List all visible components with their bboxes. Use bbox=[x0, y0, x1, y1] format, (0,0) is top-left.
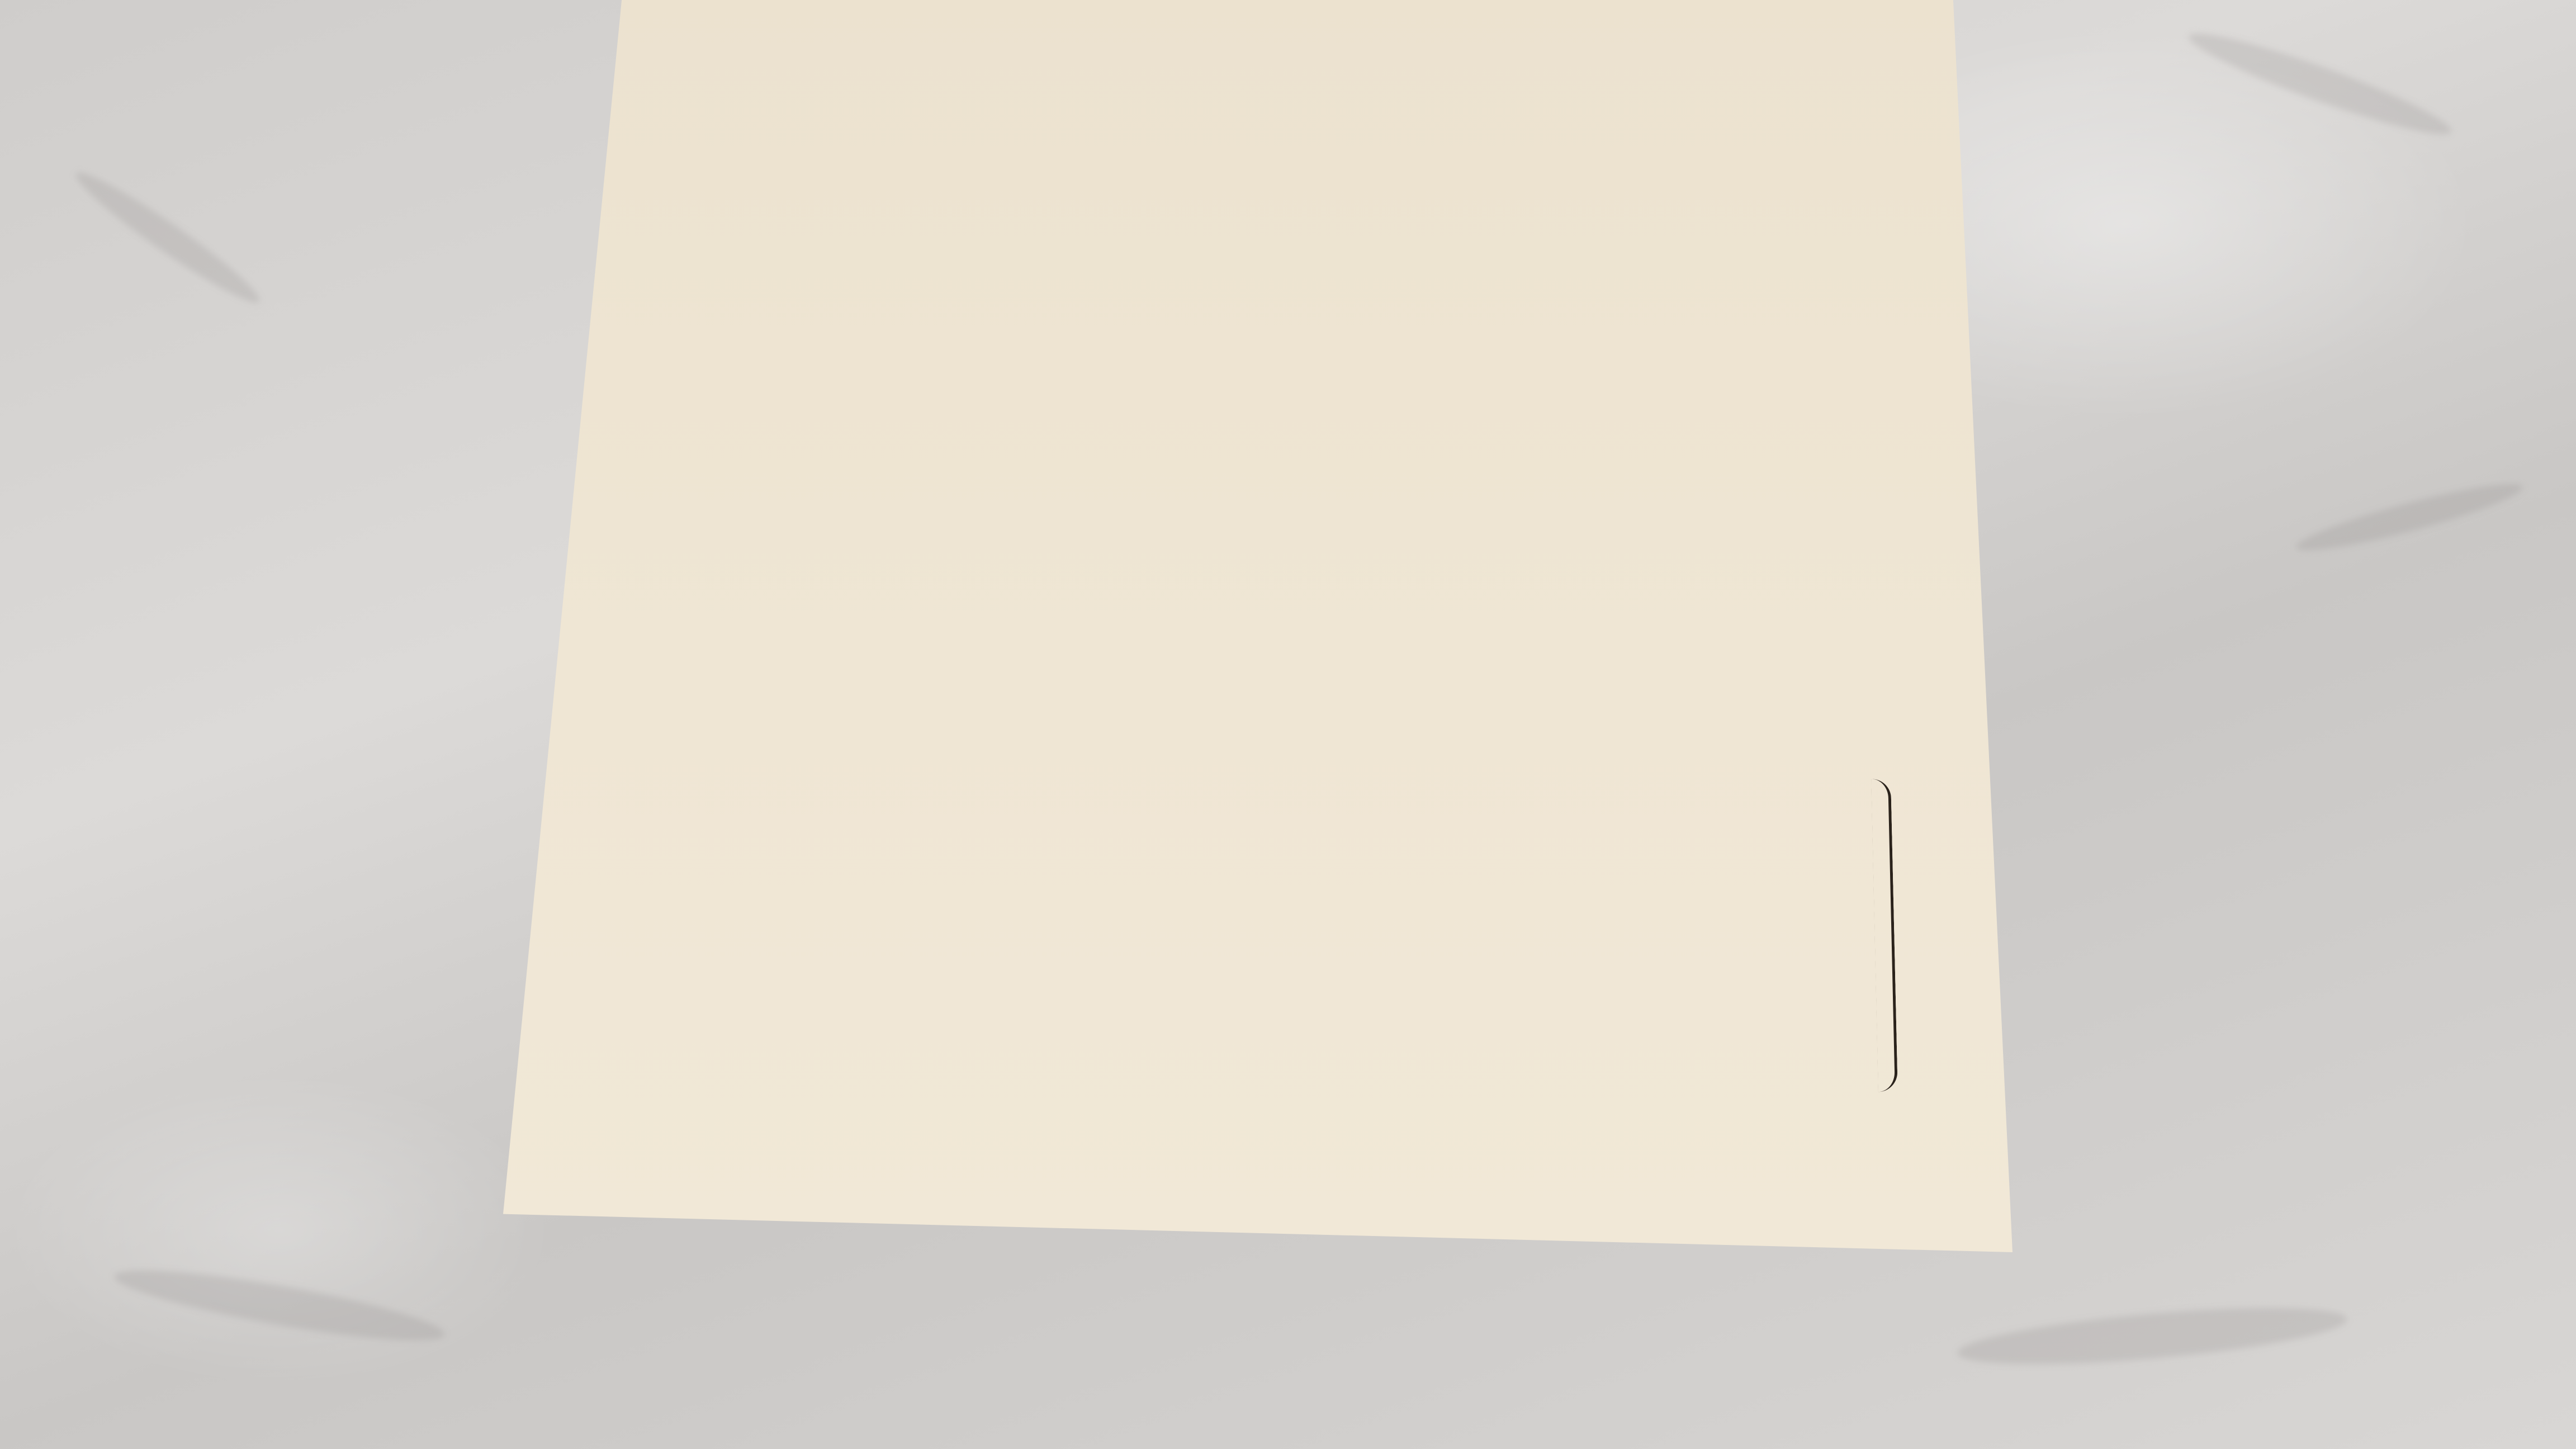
marble-vein bbox=[1955, 1297, 2349, 1376]
marble-vein bbox=[2293, 473, 2527, 561]
marble-vein bbox=[68, 162, 267, 313]
marble-vein bbox=[111, 1257, 448, 1353]
paper-page bbox=[503, 0, 2012, 1252]
marble-vein bbox=[2183, 20, 2457, 147]
